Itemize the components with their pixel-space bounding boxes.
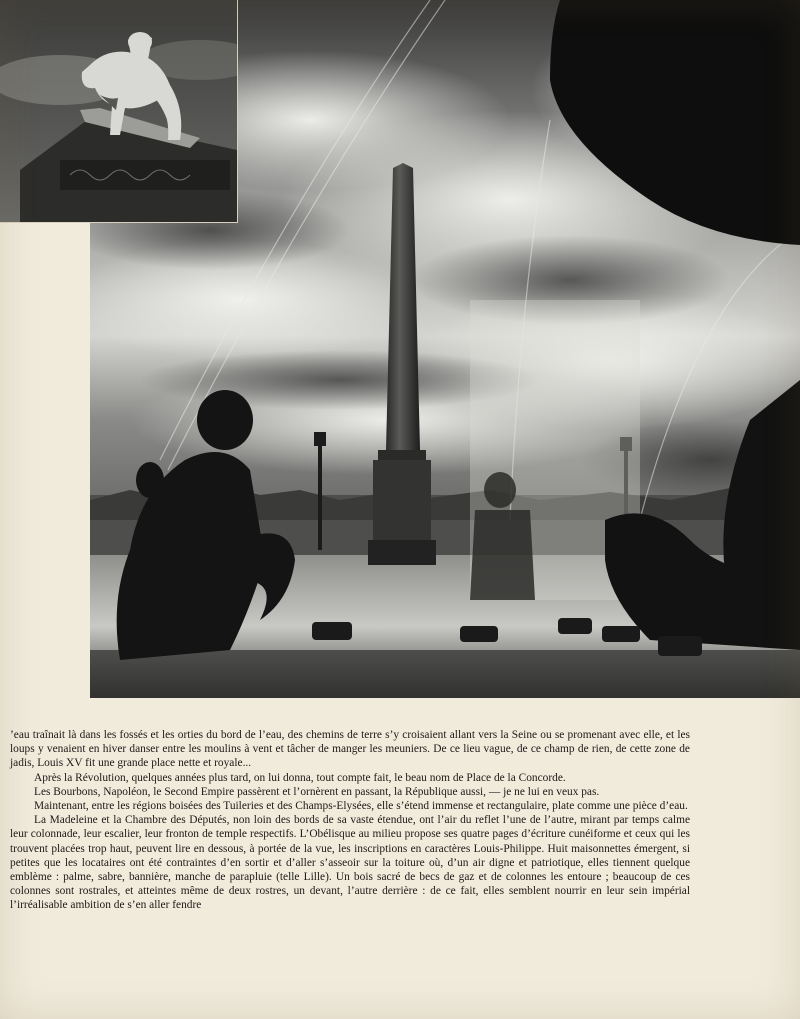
article-text bbox=[10, 728, 690, 913]
inset-photograph bbox=[0, 0, 238, 223]
paragraph: Après la Révolution, quelques années plus tard, on lui donna, tout compte fait, le beau nom de Place de la Concorde. bbox=[34, 771, 566, 784]
paragraph: Les Bourbons, Napoléon, le Second Empire passèrent et l’ornèrent en passant, la République aussi, — je ne lui en veux pas. bbox=[34, 785, 600, 798]
paragraph: ’eau traînait là dans les fossés et les orties du bord de l’eau, des chemins de terre s’y croisaient allant vers la Seine ou se promenant avec elle, et les loups y venaient en hiver danser entre les moulins à vent et tâcher de manger les meuniers. De ce lieu vague, de ce champ de rien, de cette zone de jadis, Louis XV fit une grande place nette et royale... bbox=[10, 729, 690, 770]
paragraph: La Madeleine et la Chambre des Députés, non loin des bords de sa vaste étendue, ont l’air du reflet l’une de l’autre, mirant par temps calme leur colonnade, leur escalier, leur fronton de temple respectifs. L’Obélisque au milieu propose ses quatre pages d’écriture cunéiforme et ceux qui les trouvent placées trop haut, peuvent lire en dessous, à portée de la vue, les inscriptions en caractères Louis-Philippe. Huit maisonnettes émergent, si petites que les locataires ont été contraintes d’en sortir et d’aller s’asseoir sur la toiture où, d’un air digne et patriotique, elles tiennent quelque emblème : palme, sabre, bannière, manche de parapluie (telle Lille). Un bois sacré de becs de gaz et de colonnes les entoure ; beaucoup de ces colonnes sont rostrales, et atteintes même de deux rostres, un devant, l’autre derrière : de ce fait, elles semblent nourrir en leur sein impérial l’irréalisable ambition de s’en aller fendre bbox=[10, 814, 690, 912]
horse-statue-photo bbox=[0, 0, 237, 222]
paragraph: Maintenant, entre les régions boisées des Tuileries et des Champs-Elysées, elle s’étend immense et rectangulaire, plate comme une pièce d’eau. bbox=[34, 800, 688, 813]
